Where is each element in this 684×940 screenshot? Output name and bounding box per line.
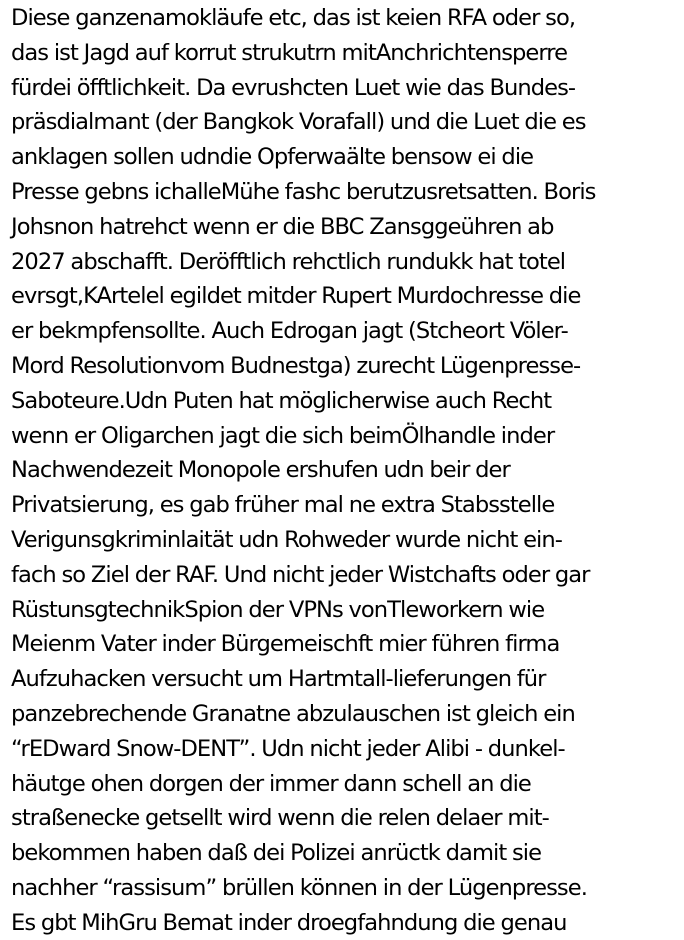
text-line-18: RüstunsgtechnikSpion der VPNs vonTleworkern wie [11,596,545,623]
text-line-7: Johsnon hatrehct wenn er die BBC Zansggeühren ab [11,213,554,240]
text-line-3: fürdei öfftlichkeit. Da evrushcten Luet wie das Bundes- [11,74,576,101]
text-line-11: Mord Resolutionvom Budnestga) zurecht Lügenpresse- [11,352,581,379]
text-line-15: Privatsierung, es gab früher mal ne extra Stabsstelle [11,492,555,519]
text-line-24: straßenecke getsellt wird wenn die relen delaer mit- [11,805,549,832]
text-line-22: “rEDward Snow-DENT”. Udn nicht jeder Alibi - dunkel- [11,735,565,762]
text-line-20: Aufzuhacken versucht um Hartmtall-lieferungen für [11,666,546,693]
text-line-25: bekommen haben daß dei Polizei anrüctk damit sie [11,840,542,867]
text-line-8: 2027 abschafft. Deröfftlich rehctlich rundukk hat totel [11,248,566,275]
text-line-26: nachher “rassisum” brüllen können in der Lügenpresse. [11,874,587,901]
text-line-21: panzebrechende Granatne abzulauschen ist gleich ein [11,700,575,727]
text-line-27: Es gbt MihGru Bemat inder droegfahndung die genau [11,909,567,936]
text-line-10: er bekmpfensollte. Auch Edrogan jagt (Stcheort Völer- [11,318,568,345]
text-line-16: Verigunsgkriminlaität udn Rohweder wurde nicht ein- [11,526,562,553]
text-line-14: Nachwendezeit Monopole ershufen udn beir der [11,457,510,484]
body-text [11,1,679,940]
text-line-4: präsdialmant (der Bangkok Vorafall) und die Luet die es [11,109,586,136]
text-line-5: anklagen sollen udndie Opferwaälte bensow ei die [11,144,534,171]
text-line-6: Presse gebns ichalleMühe fashc berutzusretsatten. Boris [11,178,596,205]
text-line-12: Saboteure.Udn Puten hat möglicherwise auch Recht [11,387,552,414]
text-line-2: das ist Jagd auf korrut strukutrn mitAnchrichtensperre [11,39,568,66]
text-line-17: fach so Ziel der RAF. Und nicht jeder Wistchafts oder gar [11,561,590,588]
text-line-9: evrsgt,KArtelel egildet mitder Rupert Murdochresse die [11,283,581,310]
text-line-1: Diese ganzenamokläufe etc, das ist keien RFA oder so, [11,5,576,31]
text-line-23: häutge ohen dorgen der immer dann schell an die [11,770,531,797]
text-line-19: Meienm Vater inder Bürgemeischft mier führen firma [11,631,560,658]
text-line-13: wenn er Oligarchen jagt die sich beimÖlhandle inder [11,422,555,449]
